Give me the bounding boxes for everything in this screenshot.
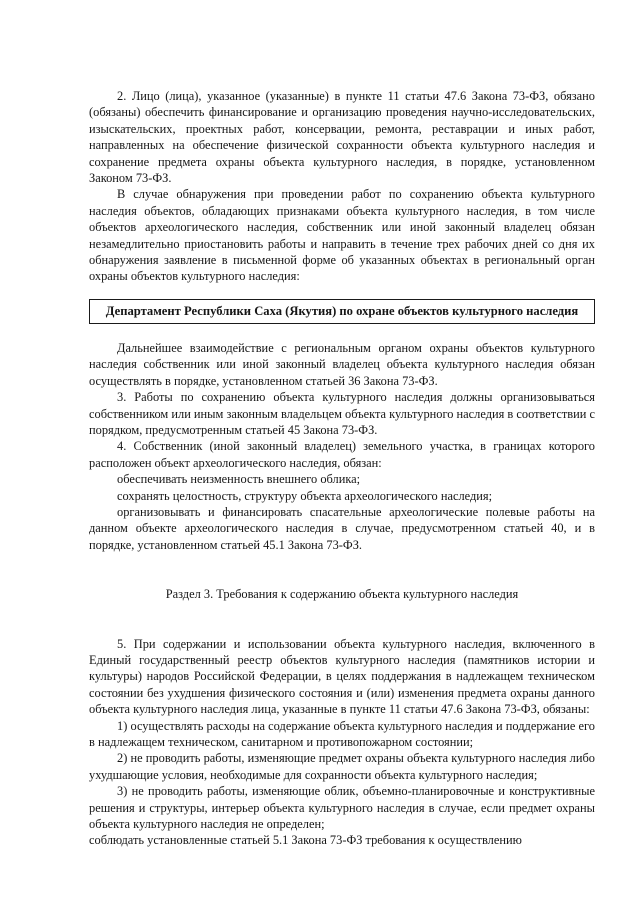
paragraph-5-maintenance: 5. При содержании и использовании объекта культурного наследия, включенного в Единый государственный реестр объектов культурного наследия (памятников истории и культуры) народов Российской Федерации, в целях поддержания в надлежащем техническом состоянии без ухудшения физического состояния и (или) изменения предмета охраны данного объекта культурного наследия лица, указанные в пункте 11 статьи 47.6 Закона 73-ФЗ, обязаны:: [89, 636, 595, 717]
authority-name-box: Департамент Республики Саха (Якутия) по охране объектов культурного наследия: [89, 299, 595, 324]
document-page: [89, 88, 595, 849]
paragraph-discovery-procedure: В случае обнаружения при проведении работ по сохранению объекта культурного наследия объектов, обладающих признаками объекта культурного наследия, в том числе объектов археологического наследия, собственник или иной законный владелец обязан незамедлительно приостановить работы и направить в течение трех рабочих дней со дня их обнаружения заявление в письменной форме об указанных объектах в региональный орган охраны объектов культурного наследия:: [89, 187, 595, 284]
list-item-appearance: обеспечивать неизменность внешнего облика;: [117, 472, 361, 487]
paragraph-further-interaction: Дальнейшее взаимодействие с региональным органом охраны объектов культурного наследия собственник или иной законный владелец объекта культурного наследия обязан осуществлять в порядке, установленном статьей 36 Закона 73-ФЗ.: [89, 340, 595, 388]
paragraph-3-works-organization: 3. Работы по сохранению объекта культурного наследия должны организовываться собственником или иным законным владельцем объекта культурного наследия в соответствии с порядком, предусмотренным статьей 45 Закона 73-ФЗ.: [89, 390, 595, 437]
list-item-no-protected-changes: 2) не проводить работы, изменяющие предмет охраны объекта культурного наследия либо ухудшающие условия, необходимые для сохранности объекта культурного наследия;: [89, 751, 595, 782]
paragraph-2-financing: 2. Лицо (лица), указанное (указанные) в пункте 11 статьи 47.6 Закона 73-ФЗ, обязано (обязаны) обеспечить финансирование и организацию проведения научно-исследовательских, изыскательских, проектных работ, консервации, ремонта, реставрации и иных работ, направленных на обеспечение физической сохранности объекта культурного наследия и сохранение предмета охраны объекта культурного наследия, в порядке, установленном Законом 73-ФЗ.: [89, 89, 595, 186]
paragraph-last-line: соблюдать установленные статьей 5.1 Закона 73-ФЗ требования к осуществлению: [89, 833, 522, 848]
section-title: Раздел 3. Требования к содержанию объекта культурного наследия: [165, 587, 519, 602]
paragraph-4-land-owner: 4. Собственник (иной законный владелец) земельного участка, в границах которого расположен объект археологического наследия, обязан:: [89, 439, 595, 470]
list-item-no-appearance-changes: 3) не проводить работы, изменяющие облик, объемно-планировочные и конструктивные решения и структуры, интерьер объекта культурного наследия в случае, если предмет охраны объекта культурного наследия не определен;: [89, 784, 595, 832]
list-item-integrity: сохранять целостность, структуру объекта археологического наследия;: [117, 488, 493, 503]
list-item-rescue-works: организовывать и финансировать спасательные археологические полевые работы на данном объекте археологического наследия в случае, предусмотренном статьей 40, и в порядке, установленном статьей 45.1 Закона 73-ФЗ.: [89, 504, 595, 552]
list-item-expenses: 1) осуществлять расходы на содержание объекта культурного наследия и поддержание его в надлежащем техническом, санитарном и противопожарном состоянии;: [89, 718, 595, 749]
